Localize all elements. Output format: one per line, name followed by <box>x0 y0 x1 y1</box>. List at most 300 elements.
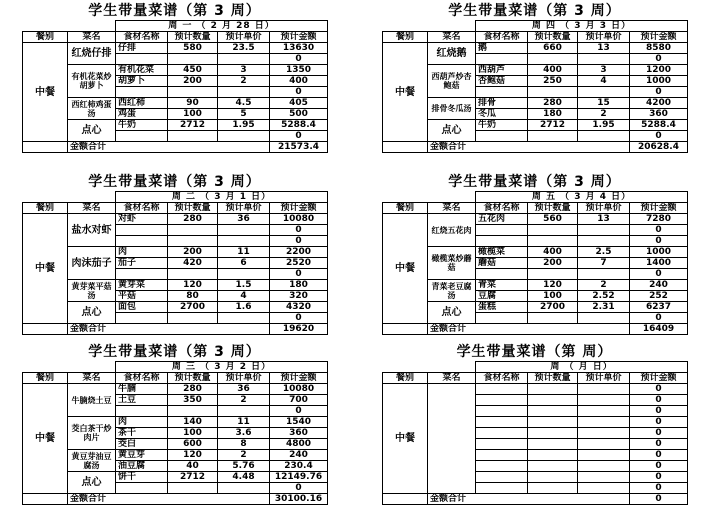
ingredient-cell: 杏鲍菇 <box>476 76 528 87</box>
price-cell <box>578 395 630 406</box>
header-amount: 预计金额 <box>630 373 688 384</box>
price-cell: 23.5 <box>218 43 270 54</box>
qty-cell: 120 <box>528 280 578 291</box>
ingredient-cell: 西葫芦 <box>476 65 528 76</box>
price-cell: 2.52 <box>578 291 630 302</box>
price-cell <box>218 269 270 280</box>
dish-name: 黄豆芽油豆腐汤 <box>68 450 116 472</box>
header-amount: 预计金额 <box>270 32 328 43</box>
amount-cell: 0 <box>630 236 688 247</box>
total-amount: 20628.4 <box>630 142 688 153</box>
dish-name: 茭白茶干炒肉片 <box>68 417 116 450</box>
ingredient-cell <box>116 225 168 236</box>
header-dish: 菜名 <box>68 203 116 214</box>
ingredient-cell: 排骨 <box>476 98 528 109</box>
amount-cell: 2520 <box>270 258 328 269</box>
table-row <box>23 384 328 395</box>
amount-cell: 0 <box>630 395 688 406</box>
price-cell: 3.6 <box>218 428 270 439</box>
amount-cell: 1540 <box>270 417 328 428</box>
table-row <box>23 302 328 313</box>
ingredient-cell: 西红柿 <box>116 98 168 109</box>
ingredient-cell: 茶干 <box>116 428 168 439</box>
amount-cell: 0 <box>630 472 688 483</box>
ingredient-cell: 五花肉 <box>476 214 528 225</box>
dish-name: 红烧五花肉 <box>428 214 476 247</box>
table-row <box>23 65 328 76</box>
price-cell <box>578 450 630 461</box>
price-cell <box>578 461 630 472</box>
ingredient-cell <box>476 87 528 98</box>
menu-table <box>22 191 328 335</box>
price-cell: 36 <box>218 214 270 225</box>
qty-cell: 100 <box>168 428 218 439</box>
meal-label: 中餐 <box>383 214 428 324</box>
table-row <box>23 98 328 109</box>
amount-cell: 13630 <box>270 43 328 54</box>
price-cell: 1.95 <box>578 120 630 131</box>
dish-name: 排骨冬瓜汤 <box>428 98 476 120</box>
qty-cell: 580 <box>168 43 218 54</box>
total-amount: 16409 <box>630 324 688 335</box>
ingredient-cell: 肉 <box>116 247 168 258</box>
qty-cell <box>168 225 218 236</box>
qty-cell <box>528 439 578 450</box>
amount-cell: 1350 <box>270 65 328 76</box>
price-cell <box>218 131 270 142</box>
total-label: 金额合计 <box>428 142 630 153</box>
ingredient-cell: 豆腐 <box>476 291 528 302</box>
amount-cell: 0 <box>630 461 688 472</box>
ingredient-cell <box>116 236 168 247</box>
amount-cell: 240 <box>270 450 328 461</box>
qty-cell: 2712 <box>168 120 218 131</box>
ingredient-cell: 蛋糕 <box>476 302 528 313</box>
ingredient-cell <box>476 269 528 280</box>
amount-cell: 8580 <box>630 43 688 54</box>
ingredient-cell: 鹅 <box>476 43 528 54</box>
price-cell: 15 <box>578 98 630 109</box>
ingredient-cell <box>476 417 528 428</box>
qty-cell <box>168 406 218 417</box>
header-ingredient: 食材名称 <box>116 32 168 43</box>
header-amount: 预计金额 <box>270 203 328 214</box>
menu-table <box>22 361 328 505</box>
qty-cell: 200 <box>168 247 218 258</box>
qty-cell: 2700 <box>528 302 578 313</box>
table-row <box>23 214 328 225</box>
menu-block <box>22 2 327 170</box>
price-cell <box>218 54 270 65</box>
qty-cell <box>168 313 218 324</box>
amount-cell: 0 <box>630 450 688 461</box>
qty-cell <box>168 483 218 494</box>
price-cell: 5.76 <box>218 461 270 472</box>
price-cell: 13 <box>578 214 630 225</box>
amount-cell: 7280 <box>630 214 688 225</box>
ingredient-cell: 有机花菜 <box>116 65 168 76</box>
price-cell <box>218 87 270 98</box>
qty-cell: 2712 <box>168 472 218 483</box>
amount-cell: 0 <box>270 313 328 324</box>
qty-cell <box>528 417 578 428</box>
price-cell <box>578 483 630 494</box>
ingredient-cell: 仔排 <box>116 43 168 54</box>
dish-name: 红烧仔排 <box>68 43 116 65</box>
menu-title: 学生带量菜谱（第 3 周） <box>88 344 261 360</box>
price-cell <box>218 313 270 324</box>
ingredient-cell <box>476 313 528 324</box>
ingredient-cell <box>476 450 528 461</box>
header-meal: 餐别 <box>383 32 428 43</box>
header-amount: 预计金额 <box>270 373 328 384</box>
price-cell: 2.31 <box>578 302 630 313</box>
meal-label: 中餐 <box>23 384 68 494</box>
qty-cell <box>528 384 578 395</box>
table-row <box>383 120 688 131</box>
menu-table <box>382 361 688 505</box>
table-row <box>23 247 328 258</box>
price-cell: 1.6 <box>218 302 270 313</box>
header-ingredient: 食材名称 <box>476 373 528 384</box>
header-ingredient: 食材名称 <box>116 203 168 214</box>
amount-cell: 0 <box>270 406 328 417</box>
ingredient-cell: 油豆腐 <box>116 461 168 472</box>
ingredient-cell <box>116 131 168 142</box>
ingredient-cell <box>476 483 528 494</box>
price-cell <box>578 225 630 236</box>
qty-cell <box>528 428 578 439</box>
day-label: 周 五 （ 3 月 4 日） <box>476 192 688 203</box>
menu-table <box>382 191 688 335</box>
qty-cell: 120 <box>168 450 218 461</box>
ingredient-cell: 青菜 <box>476 280 528 291</box>
dish-name: 红烧鹅 <box>428 43 476 65</box>
header-amount: 预计金额 <box>630 203 688 214</box>
amount-cell: 5288.4 <box>630 120 688 131</box>
dish-name: 青菜老豆腐汤 <box>428 280 476 302</box>
qty-cell <box>528 395 578 406</box>
qty-cell <box>528 406 578 417</box>
table-row <box>383 65 688 76</box>
qty-cell: 280 <box>168 384 218 395</box>
ingredient-cell: 平菇 <box>116 291 168 302</box>
price-cell <box>578 417 630 428</box>
header-dish: 菜名 <box>428 32 476 43</box>
amount-cell: 0 <box>630 269 688 280</box>
amount-cell: 0 <box>630 54 688 65</box>
table-row <box>23 280 328 291</box>
table-row <box>383 43 688 54</box>
menu-block <box>22 343 327 511</box>
price-cell: 2.5 <box>578 247 630 258</box>
amount-cell: 360 <box>630 109 688 120</box>
amount-cell: 1000 <box>630 247 688 258</box>
qty-cell <box>528 313 578 324</box>
amount-cell: 0 <box>270 131 328 142</box>
price-cell <box>578 428 630 439</box>
qty-cell: 200 <box>168 76 218 87</box>
day-label: 周 四 （ 3 月 3 日） <box>476 21 688 32</box>
header-price: 预计单价 <box>218 203 270 214</box>
dish-name: 盐水对虾 <box>68 214 116 247</box>
dish-name: 西葫芦炒杏鲍菇 <box>428 65 476 98</box>
amount-cell: 0 <box>630 131 688 142</box>
qty-cell <box>528 269 578 280</box>
table-row <box>383 247 688 258</box>
amount-cell: 240 <box>630 280 688 291</box>
qty-cell <box>528 461 578 472</box>
dish-name: 有机花菜炒胡萝卜 <box>68 65 116 98</box>
price-cell <box>578 439 630 450</box>
amount-cell: 230.4 <box>270 461 328 472</box>
qty-cell <box>168 87 218 98</box>
qty-cell: 280 <box>168 214 218 225</box>
amount-cell: 0 <box>630 225 688 236</box>
qty-cell: 250 <box>528 76 578 87</box>
amount-cell: 0 <box>630 384 688 395</box>
qty-cell: 280 <box>528 98 578 109</box>
qty-cell: 140 <box>168 417 218 428</box>
ingredient-cell: 蘑菇 <box>476 258 528 269</box>
day-label: 周 三 （ 3 月 2 日） <box>116 362 328 373</box>
price-cell <box>578 87 630 98</box>
amount-cell: 0 <box>270 87 328 98</box>
ingredient-cell: 冬瓜 <box>476 109 528 120</box>
amount-cell: 320 <box>270 291 328 302</box>
meal-label: 中餐 <box>23 43 68 142</box>
qty-cell: 600 <box>168 439 218 450</box>
price-cell: 2 <box>218 395 270 406</box>
price-cell <box>578 472 630 483</box>
amount-cell: 0 <box>630 313 688 324</box>
meal-label: 中餐 <box>23 214 68 324</box>
qty-cell: 100 <box>528 291 578 302</box>
total-amount: 21573.4 <box>270 142 328 153</box>
total-label: 金额合计 <box>68 494 270 505</box>
price-cell <box>578 384 630 395</box>
ingredient-cell <box>116 269 168 280</box>
qty-cell <box>168 269 218 280</box>
price-cell: 11 <box>218 247 270 258</box>
qty-cell: 2712 <box>528 120 578 131</box>
price-cell: 2 <box>218 450 270 461</box>
qty-cell: 90 <box>168 98 218 109</box>
header-qty: 预计数量 <box>528 203 578 214</box>
amount-cell: 0 <box>270 269 328 280</box>
price-cell: 1.5 <box>218 280 270 291</box>
header-meal: 餐别 <box>383 203 428 214</box>
price-cell <box>578 54 630 65</box>
header-price: 预计单价 <box>578 203 630 214</box>
header-qty: 预计数量 <box>528 373 578 384</box>
ingredient-cell <box>476 461 528 472</box>
amount-cell: 180 <box>270 280 328 291</box>
qty-cell: 180 <box>528 109 578 120</box>
menu-title: 学生带量菜谱（第 3 周） <box>448 3 621 19</box>
meal-label: 中餐 <box>383 384 428 494</box>
menu-title: 学生带量菜谱（第 周） <box>456 344 613 360</box>
ingredient-cell: 面包 <box>116 302 168 313</box>
header-price: 预计单价 <box>578 32 630 43</box>
table-row <box>383 214 688 225</box>
snack-label: 点心 <box>428 302 476 324</box>
qty-cell: 350 <box>168 395 218 406</box>
price-cell <box>218 236 270 247</box>
qty-cell: 120 <box>168 280 218 291</box>
dish-name: 牛腩烧土豆 <box>68 384 116 417</box>
ingredient-cell: 黄豆芽 <box>116 450 168 461</box>
price-cell: 11 <box>218 417 270 428</box>
ingredient-cell: 牛奶 <box>116 120 168 131</box>
header-dish: 菜名 <box>428 373 476 384</box>
menu-table <box>22 20 328 153</box>
price-cell: 3 <box>218 65 270 76</box>
ingredient-cell: 牛奶 <box>476 120 528 131</box>
qty-cell: 2700 <box>168 302 218 313</box>
meal-label: 中餐 <box>383 43 428 142</box>
ingredient-cell <box>476 428 528 439</box>
qty-cell <box>528 87 578 98</box>
price-cell: 6 <box>218 258 270 269</box>
amount-cell: 252 <box>630 291 688 302</box>
total-amount: 30100.16 <box>270 494 328 505</box>
header-dish: 菜名 <box>68 32 116 43</box>
ingredient-cell: 对虾 <box>116 214 168 225</box>
day-label: 周 一 （ 2 月 28 日） <box>116 21 328 32</box>
qty-cell <box>528 236 578 247</box>
total-label: 金额合计 <box>428 494 630 505</box>
qty-cell: 40 <box>168 461 218 472</box>
header-qty: 预计数量 <box>168 203 218 214</box>
price-cell: 7 <box>578 258 630 269</box>
header-ingredient: 食材名称 <box>116 373 168 384</box>
amount-cell: 1000 <box>630 76 688 87</box>
ingredient-cell: 橄榄菜 <box>476 247 528 258</box>
amount-cell: 1400 <box>630 258 688 269</box>
ingredient-cell: 黄芽菜 <box>116 280 168 291</box>
price-cell: 13 <box>578 43 630 54</box>
table-row <box>23 417 328 428</box>
amount-cell: 500 <box>270 109 328 120</box>
header-amount: 预计金额 <box>630 32 688 43</box>
total-amount: 19620 <box>270 324 328 335</box>
qty-cell <box>168 236 218 247</box>
amount-cell: 10080 <box>270 384 328 395</box>
menu-title: 学生带量菜谱（第 3 周） <box>448 174 621 190</box>
price-cell: 2 <box>578 280 630 291</box>
ingredient-cell: 饼干 <box>116 472 168 483</box>
amount-cell: 0 <box>270 483 328 494</box>
header-price: 预计单价 <box>218 32 270 43</box>
price-cell <box>218 225 270 236</box>
amount-cell: 4800 <box>270 439 328 450</box>
amount-cell: 0 <box>630 87 688 98</box>
total-label: 金额合计 <box>68 142 270 153</box>
amount-cell: 4320 <box>270 302 328 313</box>
header-ingredient: 食材名称 <box>476 203 528 214</box>
qty-cell <box>528 225 578 236</box>
header-meal: 餐别 <box>23 203 68 214</box>
amount-cell: 2200 <box>270 247 328 258</box>
table-row <box>23 450 328 461</box>
header-meal: 餐别 <box>23 32 68 43</box>
ingredient-cell <box>476 384 528 395</box>
price-cell <box>578 131 630 142</box>
dish-name <box>428 384 476 494</box>
table-row <box>383 302 688 313</box>
amount-cell: 5288.4 <box>270 120 328 131</box>
dish-name: 肉沫茄子 <box>68 247 116 280</box>
ingredient-cell: 鸡蛋 <box>116 109 168 120</box>
table-row <box>23 472 328 483</box>
price-cell: 4 <box>218 291 270 302</box>
header-qty: 预计数量 <box>528 32 578 43</box>
qty-cell <box>528 472 578 483</box>
day-label: 周 二 （ 3 月 1 日） <box>116 192 328 203</box>
qty-cell: 200 <box>528 258 578 269</box>
header-price: 预计单价 <box>218 373 270 384</box>
ingredient-cell <box>116 483 168 494</box>
snack-label: 点心 <box>428 120 476 142</box>
table-row <box>383 98 688 109</box>
menu-title: 学生带量菜谱（第 3 周） <box>88 174 261 190</box>
price-cell: 1.95 <box>218 120 270 131</box>
menu-block <box>382 173 687 341</box>
ingredient-cell <box>476 236 528 247</box>
amount-cell: 12149.76 <box>270 472 328 483</box>
amount-cell: 360 <box>270 428 328 439</box>
amount-cell: 10080 <box>270 214 328 225</box>
header-qty: 预计数量 <box>168 373 218 384</box>
ingredient-cell <box>476 54 528 65</box>
qty-cell <box>168 54 218 65</box>
menu-block <box>382 343 687 511</box>
price-cell: 2 <box>578 109 630 120</box>
price-cell <box>578 236 630 247</box>
header-price: 预计单价 <box>578 373 630 384</box>
qty-cell: 80 <box>168 291 218 302</box>
menu-block <box>382 2 687 170</box>
table-row <box>23 43 328 54</box>
qty-cell <box>528 54 578 65</box>
ingredient-cell <box>116 87 168 98</box>
amount-cell: 4200 <box>630 98 688 109</box>
ingredient-cell <box>116 54 168 65</box>
price-cell <box>218 483 270 494</box>
ingredient-cell: 胡萝卜 <box>116 76 168 87</box>
amount-cell: 405 <box>270 98 328 109</box>
price-cell <box>578 269 630 280</box>
amount-cell: 0 <box>630 428 688 439</box>
qty-cell: 400 <box>528 247 578 258</box>
menu-table <box>382 20 688 153</box>
amount-cell: 400 <box>270 76 328 87</box>
qty-cell: 660 <box>528 43 578 54</box>
amount-cell: 0 <box>630 417 688 428</box>
qty-cell: 100 <box>168 109 218 120</box>
ingredient-cell: 牛腩 <box>116 384 168 395</box>
day-label: 周 （ 月 日） <box>476 362 688 373</box>
price-cell: 36 <box>218 384 270 395</box>
header-dish: 菜名 <box>428 203 476 214</box>
price-cell: 4 <box>578 76 630 87</box>
ingredient-cell <box>116 406 168 417</box>
price-cell: 4.48 <box>218 472 270 483</box>
ingredient-cell <box>116 313 168 324</box>
snack-label: 点心 <box>68 302 116 324</box>
amount-cell: 0 <box>270 54 328 65</box>
